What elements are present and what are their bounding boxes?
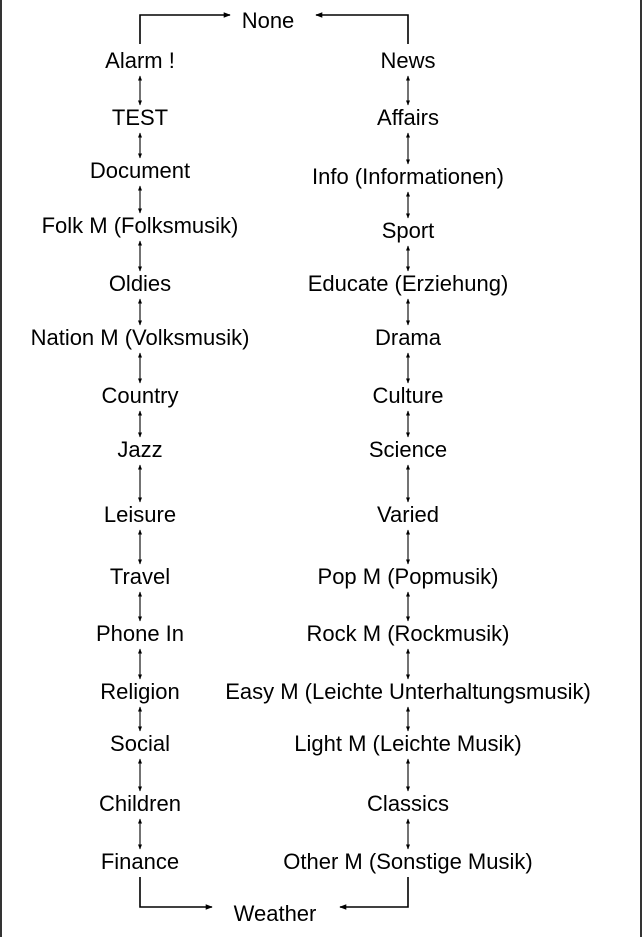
right-item: Affairs <box>377 105 439 130</box>
left-item: Children <box>99 791 181 816</box>
bottom-left-connector <box>140 877 212 907</box>
top-left-connector <box>140 15 230 44</box>
right-item: Info (Informationen) <box>312 164 504 189</box>
left-item: Social <box>110 731 170 756</box>
right-item: Other M (Sonstige Musik) <box>283 849 533 874</box>
top-label-none: None <box>241 8 295 33</box>
right-item: Culture <box>372 383 444 408</box>
right-item: Easy M (Leichte Unterhaltungsmusik) <box>225 679 591 704</box>
right-column <box>225 48 591 874</box>
right-item: Sport <box>381 218 435 243</box>
bottom-label-weather: Weather <box>233 901 317 926</box>
right-item: News <box>380 48 436 73</box>
right-item: Rock M (Rockmusik) <box>306 621 510 646</box>
right-item: Classics <box>367 791 449 816</box>
left-item: Oldies <box>108 271 172 296</box>
right-item: Light M (Leichte Musik) <box>294 731 522 756</box>
left-item: Alarm ! <box>105 48 175 73</box>
left-item: Folk M (Folksmusik) <box>41 213 239 238</box>
right-item: Science <box>368 437 448 462</box>
left-item: Leisure <box>103 502 177 527</box>
left-item: Jazz <box>117 437 163 462</box>
left-item: Travel <box>109 564 171 589</box>
right-item: Varied <box>377 502 439 527</box>
top-right-connector <box>316 15 408 44</box>
right-item: Educate (Erziehung) <box>307 271 509 296</box>
right-item: Pop M (Popmusik) <box>317 564 499 589</box>
left-item: Finance <box>100 849 180 874</box>
left-item: TEST <box>111 105 169 130</box>
bottom-right-connector <box>340 877 408 907</box>
left-item: Country <box>101 383 179 408</box>
left-item: Religion <box>100 679 180 704</box>
right-item: Drama <box>374 325 442 350</box>
left-item: Document <box>89 158 191 183</box>
left-column <box>31 48 250 874</box>
left-item: Nation M (Volksmusik) <box>30 325 250 350</box>
left-item: Phone In <box>95 621 185 646</box>
